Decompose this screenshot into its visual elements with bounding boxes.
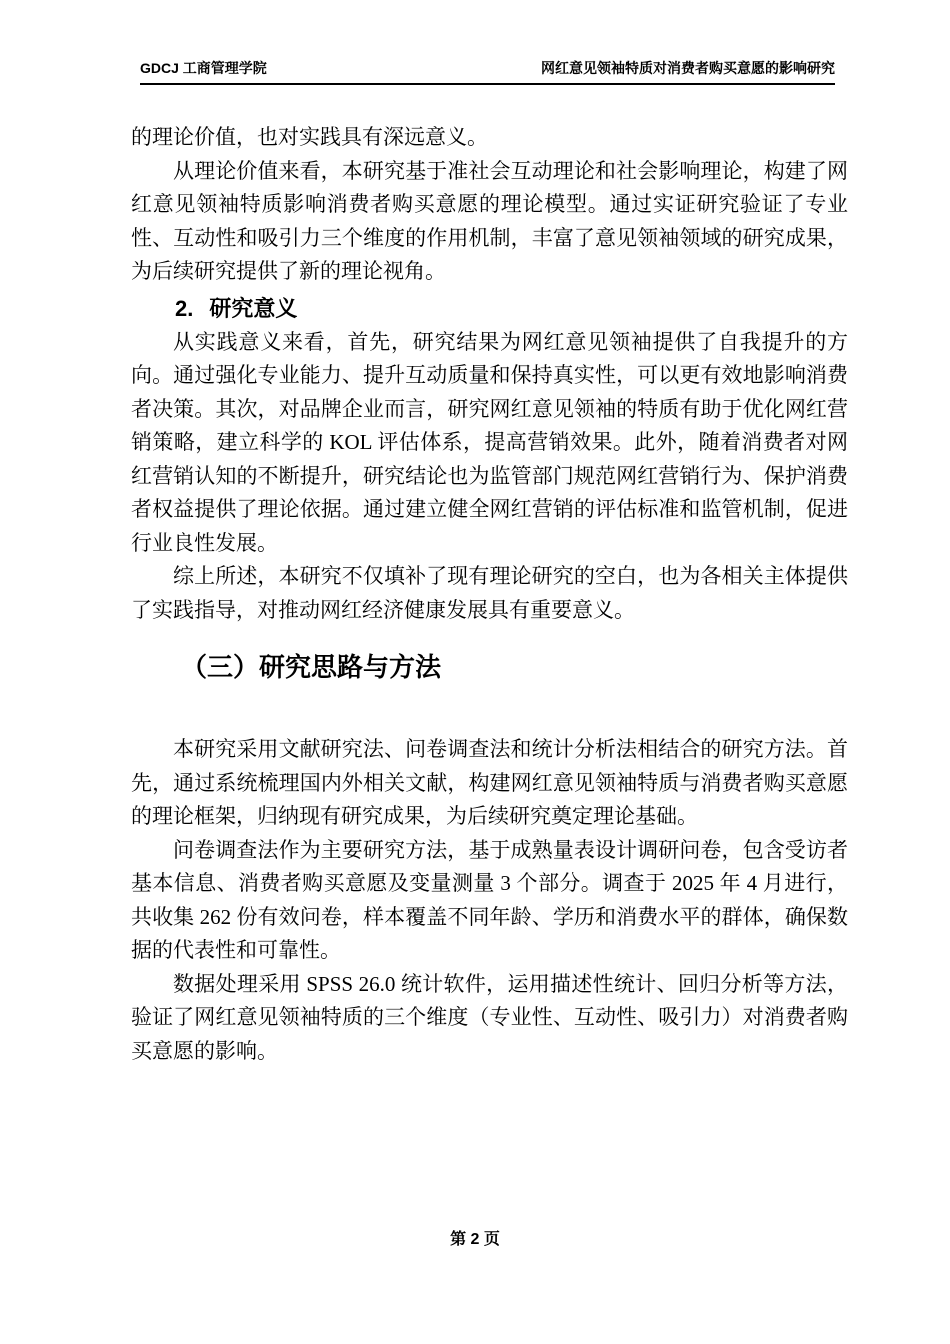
page-body — [131, 121, 848, 1068]
page-header — [140, 58, 835, 85]
paragraph-practical-significance: 从实践意义来看，首先，研究结果为网红意见领袖提供了自我提升的方向。通过强化专业能力、提升互动质量和保持真实性，可以更有效地影响消费者决策。其次，对品牌企业而言，研究网红意见领袖的特质有助于优化网红营销策略，建立科学的 KOL 评估体系，提高营销效果。此外，随着消费者对网红营销认知的不断提升，研究结论也为监管部门规范网红营销行为、保护消费者权益提供了理论依据。通过建立健全网红营销的评估标准和监管机制，促进行业良性发展。 — [131, 329, 848, 555]
paragraph-theoretical-value: 从理论价值来看，本研究基于准社会互动理论和社会影响理论，构建了网红意见领袖特质影响消费者购买意愿的理论模型。通过实证研究验证了专业性、互动性和吸引力三个维度的作用机制，丰富了意见领袖领域的研究成果，为后续研究提供了新的理论视角。 — [131, 158, 848, 283]
subsection-title: 研究意义 — [209, 295, 298, 321]
header-running-title: 网红意见领袖特质对消费者购买意愿的影响研究 — [541, 60, 835, 76]
paragraph-summary: 综上所述，本研究不仅填补了现有理论研究的空白，也为各相关主体提供了实践指导，对推动网红经济健康发展具有重要意义。 — [131, 564, 848, 622]
paragraph-theory-value-continuation: 的理论价值，也对实践具有深远意义。 — [131, 125, 488, 149]
paragraph-data-analysis: 数据处理采用 SPSS 26.0 统计软件，运用描述性统计、回归分析等方法，验证了网红意见领袖特质的三个维度（专业性、互动性、吸引力）对消费者购买意愿的影响。 — [131, 971, 848, 1063]
subsection-heading-research-significance — [131, 291, 848, 326]
paragraph-survey-design: 问卷调查法作为主要研究方法，基于成熟量表设计调研问卷，包含受访者基本信息、消费者购买意愿及变量测量 3 个部分。调查于 2025 年 4 月进行，共收集 262 份有效问卷，样本覆盖不同年龄、学历和消费水平的群体，确保数据的代表性和可靠性。 — [131, 837, 848, 962]
section-heading-research-methods: （三）研究思路与方法 — [181, 652, 442, 682]
page-footer — [0, 1226, 950, 1249]
subsection-number: 2. — [175, 295, 194, 321]
paragraph-method-overview: 本研究采用文献研究法、问卷调查法和统计分析法相结合的研究方法。首先，通过系统梳理国内外相关文献，构建网红意见领袖特质与消费者购买意愿的理论框架，归纳现有研究成果，为后续研究奠定理论基础。 — [131, 737, 848, 828]
page-number: 第 2 页 — [450, 1231, 500, 1248]
header-school-name: GDCJ 工商管理学院 — [140, 60, 267, 76]
